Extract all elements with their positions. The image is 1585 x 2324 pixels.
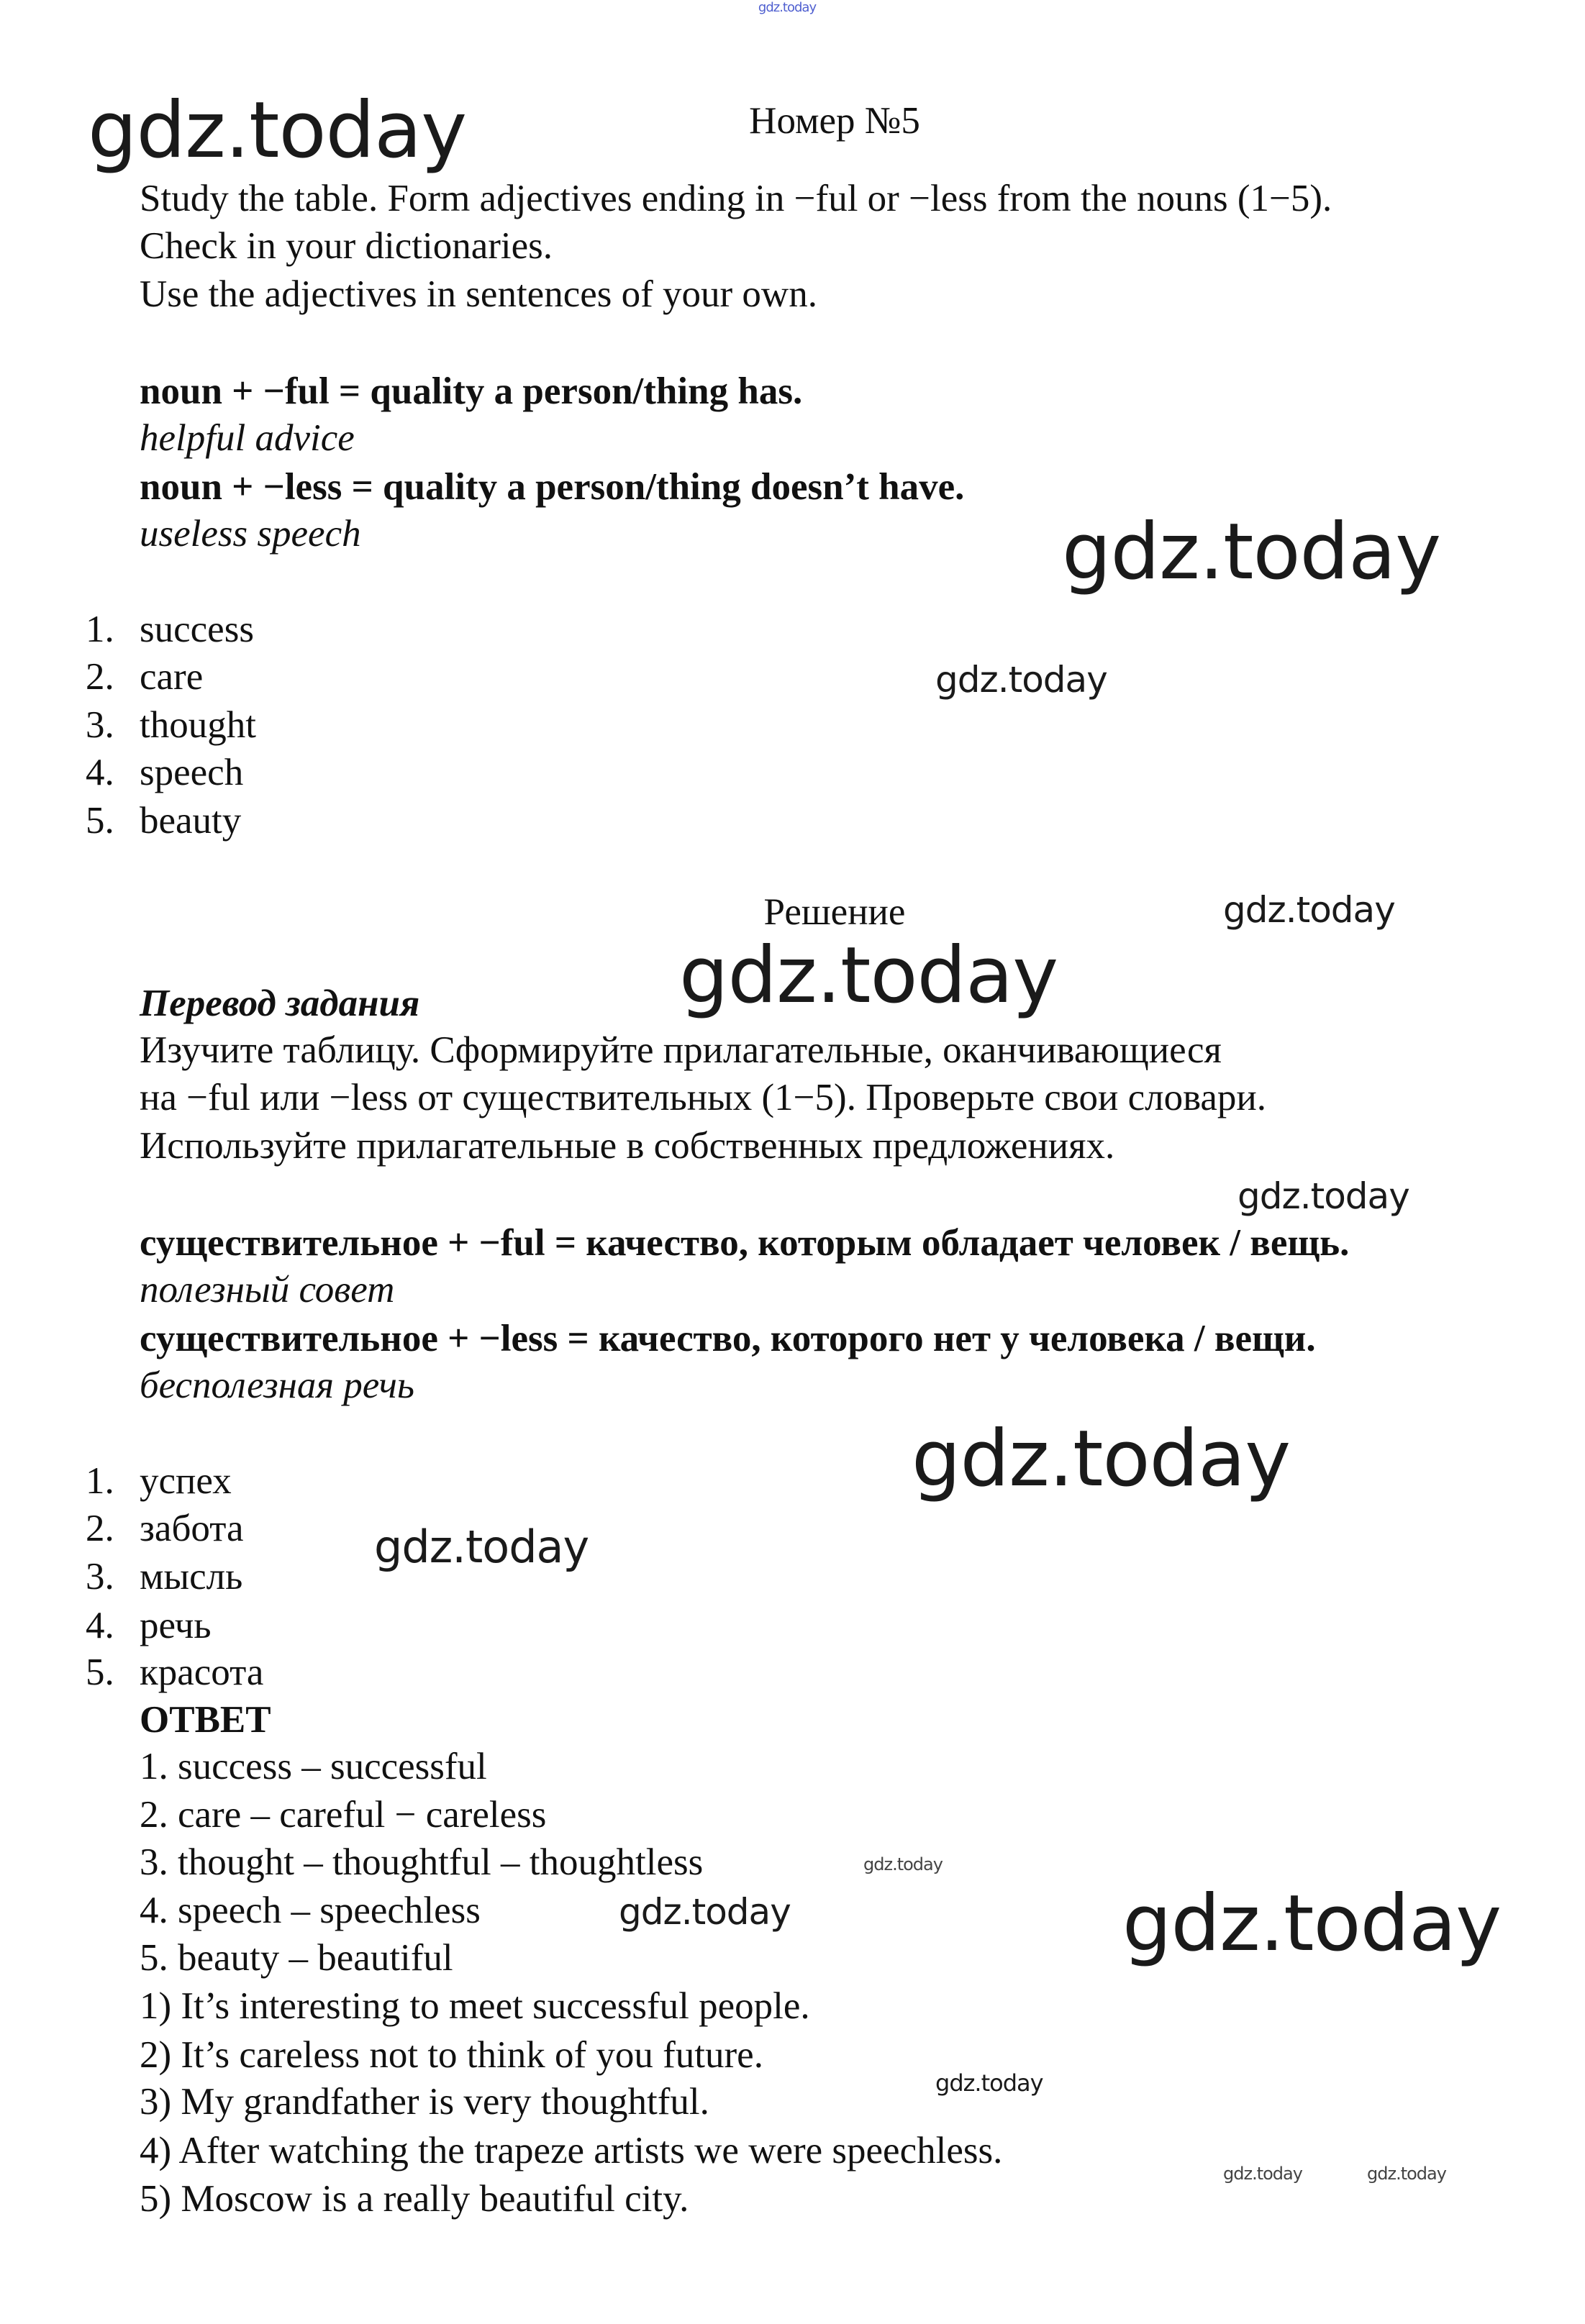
watermark: gdz.today: [679, 931, 1058, 1021]
example-ful-ru: полезный совет: [140, 1269, 395, 1311]
example-less-ru: бесполезная речь: [140, 1364, 415, 1406]
watermark: gdz.today: [912, 1414, 1291, 1504]
watermark: gdz.today: [88, 86, 467, 176]
watermark: gdz.today: [374, 1521, 589, 1573]
rule-less-ru: существительное + −less = качество, которого нет у человека / вещи.: [140, 1318, 1316, 1359]
example-ful: helpful advice: [140, 417, 355, 459]
task-instruction: Check in your dictionaries.: [140, 225, 553, 267]
translation-heading: Перевод задания: [140, 983, 420, 1024]
watermark: gdz.today: [935, 659, 1107, 701]
list-number: 2.: [86, 656, 114, 698]
list-number: 5.: [86, 1651, 114, 1693]
list-item: забота: [140, 1508, 244, 1549]
answer-item: 3. thought – thoughtful – thoughtless: [140, 1841, 704, 1883]
watermark: gdz.today: [863, 1854, 943, 1874]
list-item: success: [140, 609, 254, 650]
translation-line: Используйте прилагательные в собственных предложениях.: [140, 1125, 1115, 1167]
example-less: useless speech: [140, 513, 361, 555]
watermark: gdz.today: [1223, 2164, 1302, 2184]
watermark: gdz.today: [1062, 507, 1441, 597]
watermark: gdz.today: [1223, 889, 1395, 931]
answer-item: 1. success – successful: [140, 1746, 487, 1787]
task-instruction: Use the adjectives in sentences of your own.: [140, 273, 817, 315]
list-item: care: [140, 656, 204, 698]
list-item: красота: [140, 1651, 264, 1693]
watermark: gdz.today: [1367, 2164, 1446, 2184]
answer-heading: ОТВЕТ: [140, 1699, 271, 1741]
list-number: 3.: [86, 1556, 114, 1598]
list-item: успех: [140, 1460, 232, 1502]
list-item: thought: [140, 704, 256, 746]
list-number: 5.: [86, 800, 114, 842]
example-sentence: 3) My grandfather is very thoughtful.: [140, 2081, 709, 2123]
rule-less: noun + −less = quality a person/thing doesn’t have.: [140, 466, 965, 508]
rule-ful: noun + −ful = quality a person/thing has.: [140, 370, 803, 412]
solution-title: Решение: [763, 891, 906, 933]
translation-line: на −ful или −less от существительных (1−5). Проверьте свои словари.: [140, 1077, 1267, 1118]
list-item: мысль: [140, 1556, 243, 1598]
list-item: speech: [140, 752, 244, 793]
example-sentence: 2) It’s careless not to think of you future.: [140, 2034, 763, 2076]
example-sentence: 1) It’s interesting to meet successful people.: [140, 1985, 810, 2027]
watermark: gdz.today: [1237, 1175, 1409, 1217]
page-title: Номер №5: [749, 100, 920, 142]
list-number: 2.: [86, 1508, 114, 1549]
rule-ful-ru: существительное + −ful = качество, которым обладает человек / вещь.: [140, 1222, 1350, 1264]
list-number: 4.: [86, 752, 114, 793]
example-sentence: 4) After watching the trapeze artists we were speechless.: [140, 2130, 1003, 2172]
list-number: 1.: [86, 1460, 114, 1502]
answer-item: 2. care – careful − careless: [140, 1794, 547, 1836]
watermark: gdz.today: [935, 2069, 1043, 2097]
example-sentence: 5) Moscow is a really beautiful city.: [140, 2178, 689, 2220]
watermark: gdz.today: [1122, 1879, 1502, 1969]
list-item: речь: [140, 1605, 212, 1646]
answer-item: 4. speech – speechless: [140, 1890, 481, 1931]
watermark: gdz.today: [758, 0, 817, 15]
translation-line: Изучите таблицу. Сформируйте прилагательные, оканчивающиеся: [140, 1029, 1222, 1071]
list-number: 4.: [86, 1605, 114, 1646]
task-instruction: Study the table. Form adjectives ending in −ful or −less from the nouns (1−5).: [140, 178, 1332, 219]
list-number: 3.: [86, 704, 114, 746]
answer-item: 5. beauty – beautiful: [140, 1937, 453, 1979]
list-number: 1.: [86, 609, 114, 650]
list-item: beauty: [140, 800, 242, 842]
watermark: gdz.today: [619, 1891, 791, 1933]
